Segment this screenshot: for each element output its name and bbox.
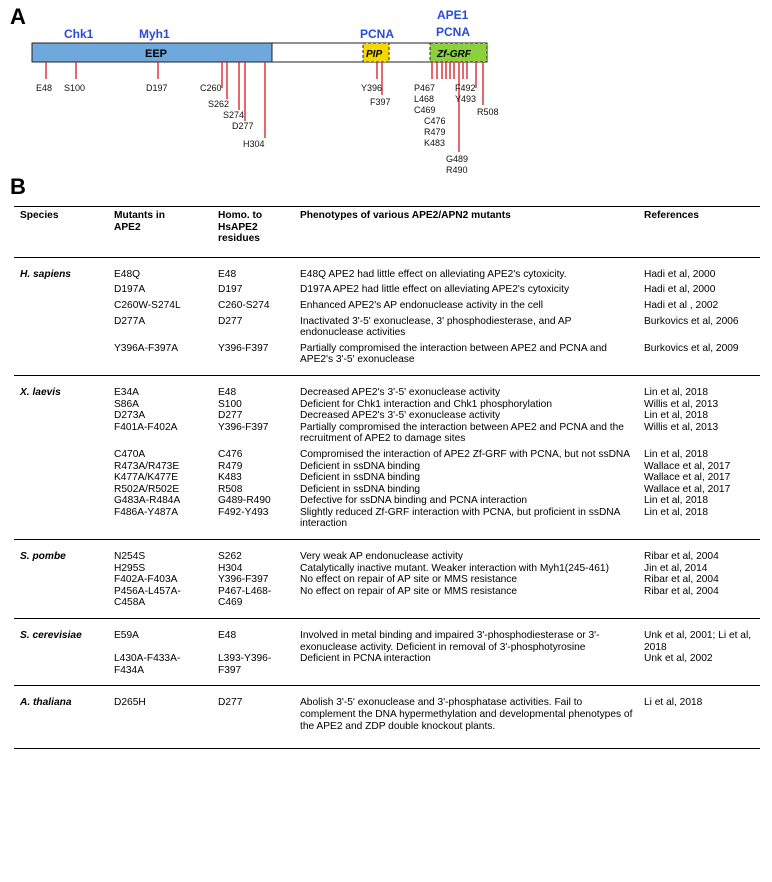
cell-phenotype: Inactivated 3'-5' exonuclease, 3' phosphodiesterase, and AP endonuclease activities [300,315,572,339]
cell-homo: C260-S274 [218,299,270,311]
cell-mutant: E48Q [108,257,212,280]
cell-homo: D277 [212,686,294,749]
cell-mutant: G483A-R484A [114,495,181,507]
cell-homo: E48 [212,619,294,654]
site-label: L468 [414,94,435,104]
cell-homo: F492-Y493 [218,506,269,518]
cell-species [14,399,108,411]
table-row [14,686,760,749]
cell-reference: Burkovics et al, 2006 [644,315,739,327]
cell-mutant: H295S [114,562,146,574]
cell-species [14,422,108,445]
table-row [14,296,760,312]
cell-reference: Unk et al, 2001; Li et al, 2018 [638,619,760,654]
cell-species: H. sapiens [14,257,108,280]
cell-phenotype: Deficient in ssDNA binding [300,472,421,484]
header-mutants [108,207,212,258]
cell-reference: Lin et al, 2018 [644,506,709,518]
cell-reference: Hadi et al, 2000 [638,257,760,280]
cell-phenotype: Deficient in ssDNA binding [300,483,421,495]
cell-species [14,410,108,422]
mutation-site-labels [36,83,499,175]
cell-mutant: R502A/R502E [114,483,180,495]
table-header-row [14,207,760,258]
cell-mutant: C470A [114,448,146,460]
myh1-label: Myh1 [139,27,170,41]
table-row [14,375,760,398]
cell-species [14,312,108,339]
cell-homo: E48 [212,375,294,398]
site-label: H304 [243,139,265,149]
cell-phenotype: Partially compromised the interaction between APE2 and PCNA and the recruitment of APE2 to damage sites [300,421,624,445]
cell-mutant: D277A [114,315,146,327]
cell-mutant: Y396A-F397A [114,342,178,354]
site-label: K483 [424,138,446,148]
table-row [14,339,760,376]
cell-species: X. laevis [14,375,108,398]
cell-reference: Li et al, 2018 [638,686,760,749]
table-row [14,445,760,461]
site-label: R479 [424,127,446,137]
cell-reference: Lin et al, 2018 [638,375,760,398]
cell-homo: G489-R490 [218,495,271,507]
cell-species [14,507,108,540]
table-row [14,653,760,686]
cell-phenotype: Deficient in ssDNA binding [300,460,421,472]
cell-mutant: E59A [108,619,212,654]
cell-species: S. pombe [14,540,108,563]
cell-reference: Lin et al, 2018 [644,410,709,422]
cell-phenotype: E48Q APE2 had little effect on alleviating APE2's cytoxicity. [294,257,638,280]
site-label: C469 [414,105,436,115]
ape1-label: APE1 [437,8,469,22]
ape2-domain-diagram [0,0,772,190]
zf-grf-domain-label: Zf-GRF [437,49,471,60]
cell-homo: D277 [218,315,243,327]
table-row [14,461,760,473]
cell-species [14,484,108,496]
cell-reference: Unk et al, 2002 [644,653,713,665]
site-label: D277 [232,121,254,131]
cell-phenotype: Abolish 3'-5' exonuclease and 3'-phosphatase activities. Fail to complement the DNA hypermethylation and developmental phenotypes of the APE2 and ZDP double knockout plants. [294,686,638,749]
cell-phenotype: Defective for ssDNA binding and PCNA interaction [300,495,528,507]
table-row [14,472,760,484]
header-homo [212,207,294,258]
cell-reference: Wallace et al, 2017 [644,483,731,495]
cell-homo: L393-Y396-F397 [218,653,272,676]
cell-phenotype: Decreased APE2's 3'-5' exonuclease activity [294,375,638,398]
ape2-mutants-table [14,206,760,749]
table-row [14,507,760,540]
header-homo-line1: Homo. to [218,210,263,221]
cell-species [14,461,108,473]
cell-phenotype: Enhanced APE2's AP endonuclease activity in the cell [300,299,544,311]
cell-species [14,472,108,484]
cell-phenotype: Involved in metal binding and impaired 3'-phosphodiesterase or 3'-exonuclease activity. Deficient in removal of 3'-phosphotyrosine [294,619,638,654]
site-label: R490 [446,165,468,175]
site-label: R508 [477,107,499,117]
cell-homo: E48 [212,257,294,280]
eep-domain-label: EEP [145,48,168,60]
cell-reference: Jin et al, 2014 [644,562,708,574]
cell-mutant: N254S [108,540,212,563]
table-row [14,619,760,654]
cell-phenotype: Decreased APE2's 3'-5' exonuclease activity [300,410,501,422]
cell-species [14,574,108,586]
table-row [14,484,760,496]
site-label: S274 [223,110,245,120]
cell-mutant: L430A-F433A-F434A [114,653,181,676]
cell-phenotype: Catalytically inactive mutant. Weaker interaction with Myh1(245-461) [300,562,609,574]
cell-species [14,445,108,461]
cell-species [14,495,108,507]
cell-species: A. thaliana [14,686,108,749]
cell-phenotype: Deficient for Chk1 interaction and Chk1 phosphorylation [300,398,553,410]
panel-b-label: B [10,174,26,199]
header-homo-line2: HsAPE2 [218,221,258,233]
cell-phenotype: Deficient in PCNA interaction [300,653,431,665]
table-body [14,257,760,748]
cell-species [14,653,108,686]
cell-reference: Willis et al, 2013 [644,398,719,410]
table-row [14,257,760,280]
cell-mutant: P456A-L457A-C458A [114,585,181,609]
cell-homo: S100 [218,398,242,410]
header-mutants-line2: APE2 [114,221,141,233]
cell-homo: C476 [218,448,243,460]
cell-reference: Ribar et al, 2004 [644,585,719,597]
site-label: G489 [446,154,469,164]
site-label: S100 [64,83,86,93]
site-label: F492 [455,83,476,93]
site-label: C476 [424,116,446,126]
table-row [14,410,760,422]
table-row [14,563,760,575]
site-label: Y396 [361,83,383,93]
cell-mutant: K477A/K477E [114,472,179,484]
table-row [14,280,760,296]
cell-homo: D197 [218,284,243,296]
cell-reference: Hadi et al , 2002 [644,299,719,311]
cell-homo: H304 [218,562,243,574]
panel-a-label: A [10,4,26,29]
cell-homo: Y396-F397 [218,421,269,433]
site-label: Y493 [455,94,477,104]
cell-mutant: E34A [108,375,212,398]
cell-species [14,586,108,619]
cell-phenotype: Compromised the interaction of APE2 Zf-GRF with PCNA, but not ssDNA [300,448,631,460]
site-label: E48 [36,83,53,93]
cell-reference: Ribar et al, 2004 [638,540,760,563]
site-label: S262 [208,99,230,109]
cell-homo: R479 [218,460,243,472]
site-label: D197 [146,83,168,93]
cell-reference: Lin et al, 2018 [644,495,709,507]
cell-species [14,280,108,296]
cell-homo: D277 [218,410,243,422]
cell-reference: Hadi et al, 2000 [644,284,716,296]
cell-species [14,296,108,312]
cell-reference: Wallace et al, 2017 [644,460,731,472]
cell-mutant: F402A-F403A [114,574,178,586]
header-mutants-line1: Mutants in [114,210,165,221]
header-references: References [644,210,699,221]
table-row [14,574,760,586]
table-row [14,495,760,507]
cell-homo: S262 [212,540,294,563]
cell-mutant: S86A [114,398,139,410]
cell-phenotype: Slightly reduced Zf-GRF interaction with PCNA, but proficient in ssDNA interaction [300,506,620,530]
table-row [14,399,760,411]
header-phenotypes: Phenotypes of various APE2/APN2 mutants [300,210,511,221]
cell-mutant: D197A [114,284,146,296]
cell-phenotype: Very weak AP endonuclease activity [294,540,638,563]
cell-homo: R508 [218,483,243,495]
table-row [14,586,760,619]
header-species: Species [20,210,59,221]
cell-mutant: R473A/R473E [114,460,180,472]
cell-mutant: F401A-F402A [114,421,178,433]
table-row [14,540,760,563]
site-label: C260 [200,83,222,93]
site-label: F397 [370,97,391,107]
chk1-label: Chk1 [64,27,94,41]
cell-phenotype: No effect on repair of AP site or MMS resistance [300,574,518,586]
cell-species: S. cerevisiae [14,619,108,654]
cell-species [14,339,108,376]
cell-mutant: D265H [108,686,212,749]
cell-homo: Y396-F397 [218,574,269,586]
table-row [14,422,760,445]
header-homo-line3: residues [218,233,260,245]
cell-phenotype: No effect on repair of AP site or MMS resistance [300,585,518,597]
pcna-label-pip: PCNA [360,27,395,41]
cell-mutant: D273A [114,410,146,422]
cell-homo: P467-L468-C469 [218,585,272,609]
cell-species [14,563,108,575]
cell-mutant: F486A-Y487A [114,506,178,518]
cell-phenotype: D197A APE2 had little effect on alleviating APE2's cytoxicity [300,284,570,296]
cell-reference: Lin et al, 2018 [644,448,709,460]
table-row [14,312,760,339]
pcna-label-zf: PCNA [436,25,471,39]
cell-reference: Burkovics et al, 2009 [644,342,739,354]
pip-domain-label: PIP [366,49,383,60]
cell-reference: Ribar et al, 2004 [644,574,719,586]
cell-mutant: C260W-S274L [114,299,181,311]
cell-reference: Willis et al, 2013 [644,421,719,433]
site-label: P467 [414,83,436,93]
cell-phenotype: Partially compromised the interaction between APE2 and PCNA and APE2's 3'-5' exonuclease [300,342,607,366]
cell-homo: K483 [218,472,242,484]
cell-homo: Y396-F397 [218,342,269,354]
cell-reference: Wallace et al, 2017 [644,472,731,484]
